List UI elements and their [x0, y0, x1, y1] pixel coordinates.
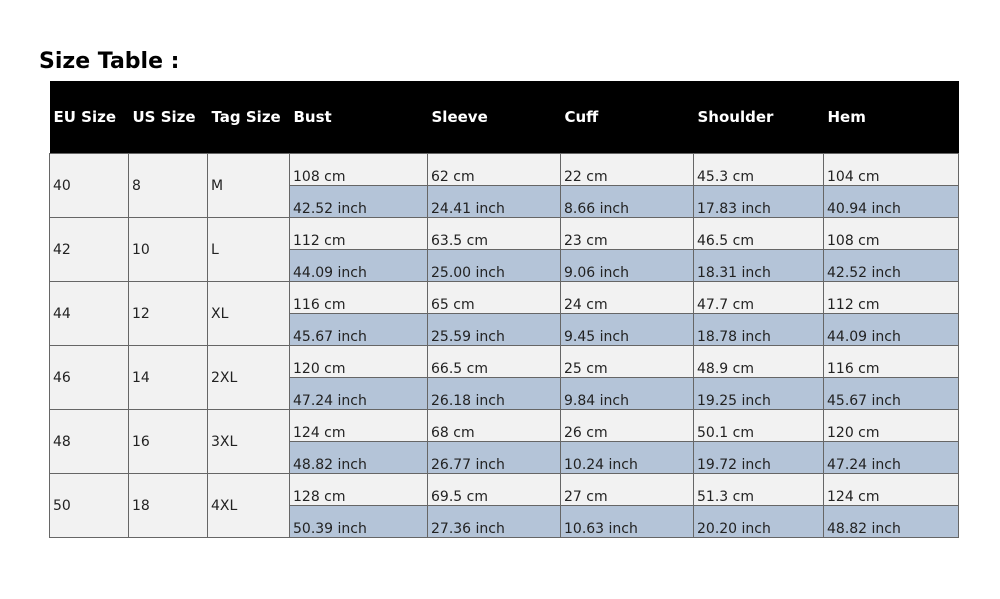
bust-inch-cell: 47.24 inch: [290, 378, 428, 410]
table-row-cm: [50, 474, 959, 506]
us-size-cell: 18: [129, 474, 208, 538]
us-size-cell: 16: [129, 410, 208, 474]
hem-cm-cell: 120 cm: [824, 410, 959, 442]
tag-size-cell: 4XL: [208, 474, 290, 538]
shoulder-cm-cell: 51.3 cm: [694, 474, 824, 506]
cuff-cm-cell: 26 cm: [561, 410, 694, 442]
eu-size-cell: 40: [50, 154, 129, 218]
eu-size-cell: 46: [50, 346, 129, 410]
cuff-inch-cell: 10.24 inch: [561, 442, 694, 474]
header-sleeve: Sleeve: [428, 81, 561, 154]
us-size-cell: 10: [129, 218, 208, 282]
hem-inch-cell: 47.24 inch: [824, 442, 959, 474]
bust-cm-cell: 120 cm: [290, 346, 428, 378]
cuff-inch-cell: 9.06 inch: [561, 250, 694, 282]
hem-inch-cell: 45.67 inch: [824, 378, 959, 410]
us-size-cell: 12: [129, 282, 208, 346]
bust-cm-cell: 112 cm: [290, 218, 428, 250]
sleeve-inch-cell: 27.36 inch: [428, 506, 561, 538]
sleeve-inch-cell: 26.18 inch: [428, 378, 561, 410]
sleeve-cm-cell: 68 cm: [428, 410, 561, 442]
hem-cm-cell: 104 cm: [824, 154, 959, 186]
header-us-size: US Size: [129, 81, 208, 154]
cuff-inch-cell: 10.63 inch: [561, 506, 694, 538]
header-cuff: Cuff: [561, 81, 694, 154]
cuff-cm-cell: 25 cm: [561, 346, 694, 378]
header-row: [50, 81, 959, 154]
shoulder-cm-cell: 48.9 cm: [694, 346, 824, 378]
bust-inch-cell: 48.82 inch: [290, 442, 428, 474]
sleeve-cm-cell: 66.5 cm: [428, 346, 561, 378]
cuff-inch-cell: 9.45 inch: [561, 314, 694, 346]
size-table-body: [50, 154, 959, 538]
header-hem: Hem: [824, 81, 959, 154]
shoulder-inch-cell: 19.25 inch: [694, 378, 824, 410]
size-table: [49, 81, 959, 538]
tag-size-cell: XL: [208, 282, 290, 346]
us-size-cell: 8: [129, 154, 208, 218]
hem-inch-cell: 40.94 inch: [824, 186, 959, 218]
shoulder-cm-cell: 46.5 cm: [694, 218, 824, 250]
bust-cm-cell: 116 cm: [290, 282, 428, 314]
us-size-cell: 14: [129, 346, 208, 410]
shoulder-inch-cell: 20.20 inch: [694, 506, 824, 538]
shoulder-inch-cell: 19.72 inch: [694, 442, 824, 474]
sleeve-inch-cell: 24.41 inch: [428, 186, 561, 218]
cuff-inch-cell: 8.66 inch: [561, 186, 694, 218]
eu-size-cell: 44: [50, 282, 129, 346]
table-row-cm: [50, 218, 959, 250]
hem-inch-cell: 44.09 inch: [824, 314, 959, 346]
bust-cm-cell: 124 cm: [290, 410, 428, 442]
sleeve-cm-cell: 65 cm: [428, 282, 561, 314]
tag-size-cell: L: [208, 218, 290, 282]
tag-size-cell: M: [208, 154, 290, 218]
sleeve-inch-cell: 25.59 inch: [428, 314, 561, 346]
tag-size-cell: 3XL: [208, 410, 290, 474]
cuff-cm-cell: 22 cm: [561, 154, 694, 186]
header-tag-size: Tag Size: [208, 81, 290, 154]
shoulder-cm-cell: 50.1 cm: [694, 410, 824, 442]
hem-cm-cell: 124 cm: [824, 474, 959, 506]
tag-size-cell: 2XL: [208, 346, 290, 410]
bust-cm-cell: 128 cm: [290, 474, 428, 506]
table-row-cm: [50, 282, 959, 314]
bust-cm-cell: 108 cm: [290, 154, 428, 186]
eu-size-cell: 42: [50, 218, 129, 282]
sleeve-cm-cell: 63.5 cm: [428, 218, 561, 250]
hem-cm-cell: 116 cm: [824, 346, 959, 378]
table-row-cm: [50, 410, 959, 442]
hem-inch-cell: 42.52 inch: [824, 250, 959, 282]
cuff-cm-cell: 27 cm: [561, 474, 694, 506]
shoulder-cm-cell: 45.3 cm: [694, 154, 824, 186]
bust-inch-cell: 45.67 inch: [290, 314, 428, 346]
hem-inch-cell: 48.82 inch: [824, 506, 959, 538]
shoulder-cm-cell: 47.7 cm: [694, 282, 824, 314]
header-shoulder: Shoulder: [694, 81, 824, 154]
shoulder-inch-cell: 18.31 inch: [694, 250, 824, 282]
table-row-cm: [50, 346, 959, 378]
shoulder-inch-cell: 18.78 inch: [694, 314, 824, 346]
hem-cm-cell: 108 cm: [824, 218, 959, 250]
header-eu-size: EU Size: [50, 81, 129, 154]
shoulder-inch-cell: 17.83 inch: [694, 186, 824, 218]
sleeve-cm-cell: 69.5 cm: [428, 474, 561, 506]
sleeve-inch-cell: 25.00 inch: [428, 250, 561, 282]
cuff-cm-cell: 23 cm: [561, 218, 694, 250]
header-bust: Bust: [290, 81, 428, 154]
sleeve-inch-cell: 26.77 inch: [428, 442, 561, 474]
bust-inch-cell: 42.52 inch: [290, 186, 428, 218]
sleeve-cm-cell: 62 cm: [428, 154, 561, 186]
cuff-inch-cell: 9.84 inch: [561, 378, 694, 410]
table-row-cm: [50, 154, 959, 186]
hem-cm-cell: 112 cm: [824, 282, 959, 314]
eu-size-cell: 48: [50, 410, 129, 474]
cuff-cm-cell: 24 cm: [561, 282, 694, 314]
bust-inch-cell: 50.39 inch: [290, 506, 428, 538]
bust-inch-cell: 44.09 inch: [290, 250, 428, 282]
page-title: Size Table :: [39, 49, 180, 74]
eu-size-cell: 50: [50, 474, 129, 538]
